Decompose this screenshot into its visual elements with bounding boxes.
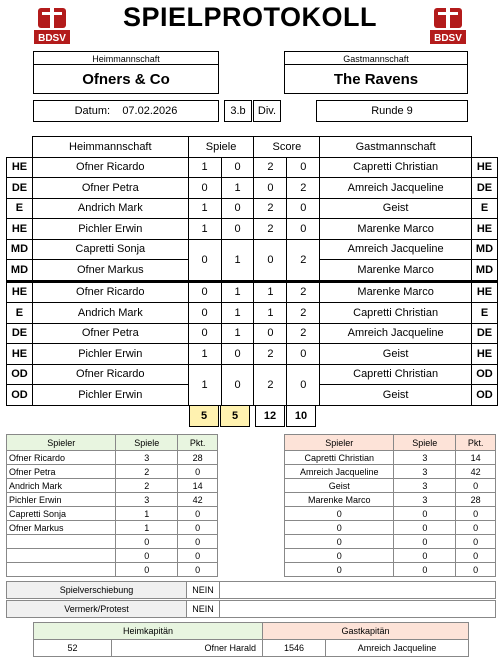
match-row: [7, 364, 498, 385]
stats-games: 0: [394, 521, 456, 535]
col-games: Spiele: [188, 137, 254, 158]
stats-games: 0: [116, 563, 178, 577]
stats-row: [7, 451, 218, 465]
stats-pts: 0: [178, 521, 218, 535]
stats-pts: 0: [456, 563, 496, 577]
home-player: Ofner Ricardo: [32, 364, 188, 385]
match-type: OD: [7, 385, 33, 406]
stats-player: [7, 549, 116, 563]
home-player: Pichler Erwin: [32, 219, 188, 240]
stats-row: [7, 549, 218, 563]
home-captain-name: Ofner Harald: [112, 640, 263, 657]
match-row: [7, 239, 498, 260]
home-player: Ofner Petra: [32, 178, 188, 199]
stats-pts: 0: [456, 507, 496, 521]
match-type: E: [471, 198, 497, 219]
stats-pts: 0: [456, 549, 496, 563]
match-s2: 2: [287, 323, 320, 344]
date-value: 07.02.2026: [122, 105, 178, 117]
match-s1: 0: [254, 323, 287, 344]
guest-team-name: The Ravens: [284, 64, 468, 94]
guest-player: Marenke Marco: [320, 219, 472, 240]
match-type: DE: [7, 323, 33, 344]
stats-col-games: Spiele: [116, 435, 178, 451]
match-g1: 0: [188, 239, 221, 281]
stats-row: [285, 549, 496, 563]
match-type: MD: [471, 260, 497, 282]
match-type: HE: [471, 281, 497, 303]
match-type: MD: [7, 260, 33, 282]
match-g2: 1: [221, 323, 254, 344]
guest-stats-table: [284, 434, 496, 577]
home-captain-label: Heimkapitän: [34, 623, 263, 640]
home-player: Ofner Ricardo: [32, 157, 188, 178]
guest-player: Geist: [320, 198, 472, 219]
protest-label: Vermerk/Protest: [7, 601, 187, 618]
stats-player: Capretti Christian: [285, 451, 394, 465]
stats-games: 3: [394, 465, 456, 479]
stats-player: 0: [285, 507, 394, 521]
guest-player: Capretti Christian: [320, 364, 472, 385]
match-type: E: [471, 303, 497, 324]
match-table: [6, 136, 498, 406]
guest-player: Amreich Jacqueline: [320, 239, 472, 260]
match-row: [7, 323, 498, 344]
match-type: OD: [471, 364, 497, 385]
stats-pts: 0: [178, 563, 218, 577]
match-s1: 0: [254, 178, 287, 199]
match-row: [7, 303, 498, 324]
stats-player: Amreich Jacqueline: [285, 465, 394, 479]
stats-player: 0: [285, 521, 394, 535]
stats-pts: 42: [456, 465, 496, 479]
match-s1: 1: [254, 303, 287, 324]
match-type: OD: [471, 385, 497, 406]
stats-games: 0: [116, 535, 178, 549]
postpone-label: Spielverschiebung: [7, 582, 187, 599]
stats-pts: 28: [456, 493, 496, 507]
stats-games: 0: [394, 507, 456, 521]
round-box: Runde 9: [316, 100, 468, 122]
home-player: Pichler Erwin: [32, 385, 188, 406]
match-type: DE: [7, 178, 33, 199]
guest-captain-name: Amreich Jacqueline: [326, 640, 469, 657]
match-type: E: [7, 303, 33, 324]
match-g2: 0: [221, 219, 254, 240]
guest-player: Geist: [320, 385, 472, 406]
col-score: Score: [254, 137, 320, 158]
match-type: MD: [7, 239, 33, 260]
stats-pts: 14: [178, 479, 218, 493]
home-team-name: Ofners & Co: [33, 64, 219, 94]
match-s2: 0: [287, 344, 320, 365]
stats-pts: 0: [456, 479, 496, 493]
stats-row: [7, 521, 218, 535]
home-player: Capretti Sonja: [32, 239, 188, 260]
stats-pts: 0: [178, 535, 218, 549]
stats-row: [7, 479, 218, 493]
guest-player: Marenke Marco: [320, 281, 472, 303]
match-s1: 2: [254, 219, 287, 240]
match-s1: 2: [254, 157, 287, 178]
home-stats-table: [6, 434, 218, 577]
home-player: Ofner Ricardo: [32, 281, 188, 303]
stats-pts: 0: [456, 521, 496, 535]
stats-games: 3: [116, 493, 178, 507]
postpone-value: NEIN: [187, 582, 220, 599]
stats-pts: 0: [178, 465, 218, 479]
stats-player: Ofner Ricardo: [7, 451, 116, 465]
stats-games: 0: [394, 535, 456, 549]
stats-col-pts: Pkt.: [178, 435, 218, 451]
stats-row: [7, 563, 218, 577]
league-box: 3.b: [224, 100, 252, 122]
stats-col-games: Spiele: [394, 435, 456, 451]
guest-player: Amreich Jacqueline: [320, 178, 472, 199]
totals-row: [189, 405, 319, 427]
match-type: HE: [471, 344, 497, 365]
match-type: DE: [471, 323, 497, 344]
match-g1: 1: [188, 219, 221, 240]
stats-row: [285, 451, 496, 465]
match-g2: 1: [221, 281, 254, 303]
match-type: HE: [7, 281, 33, 303]
stats-games: 0: [394, 549, 456, 563]
match-type: HE: [7, 344, 33, 365]
svg-text:BDSV: BDSV: [434, 33, 462, 44]
match-s1: 2: [254, 364, 287, 405]
match-g1: 0: [188, 178, 221, 199]
page-title: SPIELPROTOKOLL: [122, 2, 378, 32]
stats-player: Geist: [285, 479, 394, 493]
match-header-row: [7, 137, 498, 158]
home-player: Andrich Mark: [32, 198, 188, 219]
stats-games: 2: [116, 479, 178, 493]
match-s2: 2: [287, 281, 320, 303]
stats-row: [7, 493, 218, 507]
stats-player: 0: [285, 563, 394, 577]
guest-player: Marenke Marco: [320, 260, 472, 282]
stats-games: 0: [116, 549, 178, 563]
stats-games: 3: [394, 493, 456, 507]
col-guest: Gastmannschaft: [320, 137, 472, 158]
guest-captain-nr: 1546: [263, 640, 326, 657]
stats-player: Pichler Erwin: [7, 493, 116, 507]
stats-player: [7, 535, 116, 549]
guest-label: Gastmannschaft: [284, 51, 468, 65]
home-player: Pichler Erwin: [32, 344, 188, 365]
stats-row: [285, 465, 496, 479]
postpone-row: [6, 581, 496, 599]
div-box: Div.: [253, 100, 281, 122]
stats-games: 3: [116, 451, 178, 465]
match-s2: 0: [287, 198, 320, 219]
stats-player: Capretti Sonja: [7, 507, 116, 521]
stats-player: [7, 563, 116, 577]
match-s1: 2: [254, 344, 287, 365]
match-type: HE: [471, 219, 497, 240]
match-g2: 0: [221, 157, 254, 178]
home-captain-nr: 52: [34, 640, 112, 657]
match-s2: 2: [287, 303, 320, 324]
protest-value: NEIN: [187, 601, 220, 618]
match-row: [7, 157, 498, 178]
protest-row: [6, 600, 496, 618]
match-type: DE: [471, 178, 497, 199]
match-s2: 2: [287, 178, 320, 199]
match-g2: 0: [221, 344, 254, 365]
captains-table: [33, 622, 469, 657]
stats-row: [285, 563, 496, 577]
stats-games: 3: [394, 479, 456, 493]
match-s1: 1: [254, 281, 287, 303]
total-score-guest: 10: [286, 405, 316, 427]
match-g1: 1: [188, 157, 221, 178]
stats-games: 0: [394, 563, 456, 577]
stats-pts: 42: [178, 493, 218, 507]
match-type: HE: [471, 157, 497, 178]
stats-games: 1: [116, 507, 178, 521]
match-type: HE: [7, 219, 33, 240]
guest-player: Capretti Christian: [320, 303, 472, 324]
match-row: [7, 178, 498, 199]
stats-row: [285, 479, 496, 493]
match-g1: 1: [188, 198, 221, 219]
guest-player: Amreich Jacqueline: [320, 323, 472, 344]
match-row: [7, 344, 498, 365]
home-player: Ofner Petra: [32, 323, 188, 344]
match-s1: 2: [254, 198, 287, 219]
match-s2: 0: [287, 157, 320, 178]
stats-pts: 0: [178, 507, 218, 521]
stats-row: [285, 493, 496, 507]
date-label: Datum:: [74, 105, 111, 117]
match-s2: 2: [287, 239, 320, 281]
home-player: Ofner Markus: [32, 260, 188, 282]
match-type: MD: [471, 239, 497, 260]
match-type: HE: [7, 157, 33, 178]
match-g1: 0: [188, 323, 221, 344]
match-g2: 1: [221, 239, 254, 281]
stats-games: 3: [394, 451, 456, 465]
stats-row: [7, 535, 218, 549]
svg-text:BDSV: BDSV: [38, 33, 66, 44]
match-s2: 0: [287, 364, 320, 405]
match-row: [7, 219, 498, 240]
total-score-home: 12: [255, 405, 285, 427]
match-g2: 1: [221, 178, 254, 199]
match-row: [7, 281, 498, 303]
stats-row: [285, 507, 496, 521]
match-g1: 1: [188, 344, 221, 365]
total-games-home: 5: [189, 405, 219, 427]
stats-pts: 0: [178, 549, 218, 563]
guest-player: Geist: [320, 344, 472, 365]
stats-row: [285, 521, 496, 535]
match-g1: 1: [188, 364, 221, 405]
stats-col-player: Spieler: [7, 435, 116, 451]
date-box: [33, 100, 219, 122]
stats-player: Andrich Mark: [7, 479, 116, 493]
stats-row: [7, 465, 218, 479]
guest-player: Capretti Christian: [320, 157, 472, 178]
total-games-guest: 5: [220, 405, 250, 427]
match-type: E: [7, 198, 33, 219]
stats-player: 0: [285, 549, 394, 563]
stats-pts: 0: [456, 535, 496, 549]
stats-col-player: Spieler: [285, 435, 394, 451]
stats-player: Marenke Marco: [285, 493, 394, 507]
stats-col-pts: Pkt.: [456, 435, 496, 451]
match-g2: 0: [221, 198, 254, 219]
match-type: OD: [7, 364, 33, 385]
col-home: Heimmannschaft: [32, 137, 188, 158]
match-g1: 0: [188, 303, 221, 324]
stats-player: 0: [285, 535, 394, 549]
match-g2: 1: [221, 303, 254, 324]
stats-pts: 28: [178, 451, 218, 465]
guest-captain-label: Gastkapitän: [263, 623, 469, 640]
match-g1: 0: [188, 281, 221, 303]
home-label: Heimmannschaft: [33, 51, 219, 65]
stats-pts: 14: [456, 451, 496, 465]
match-row: [7, 198, 498, 219]
stats-games: 1: [116, 521, 178, 535]
stats-games: 2: [116, 465, 178, 479]
match-s2: 0: [287, 219, 320, 240]
home-player: Andrich Mark: [32, 303, 188, 324]
stats-player: Ofner Petra: [7, 465, 116, 479]
match-s1: 0: [254, 239, 287, 281]
stats-row: [7, 507, 218, 521]
match-g2: 0: [221, 364, 254, 405]
stats-row: [285, 535, 496, 549]
stats-player: Ofner Markus: [7, 521, 116, 535]
